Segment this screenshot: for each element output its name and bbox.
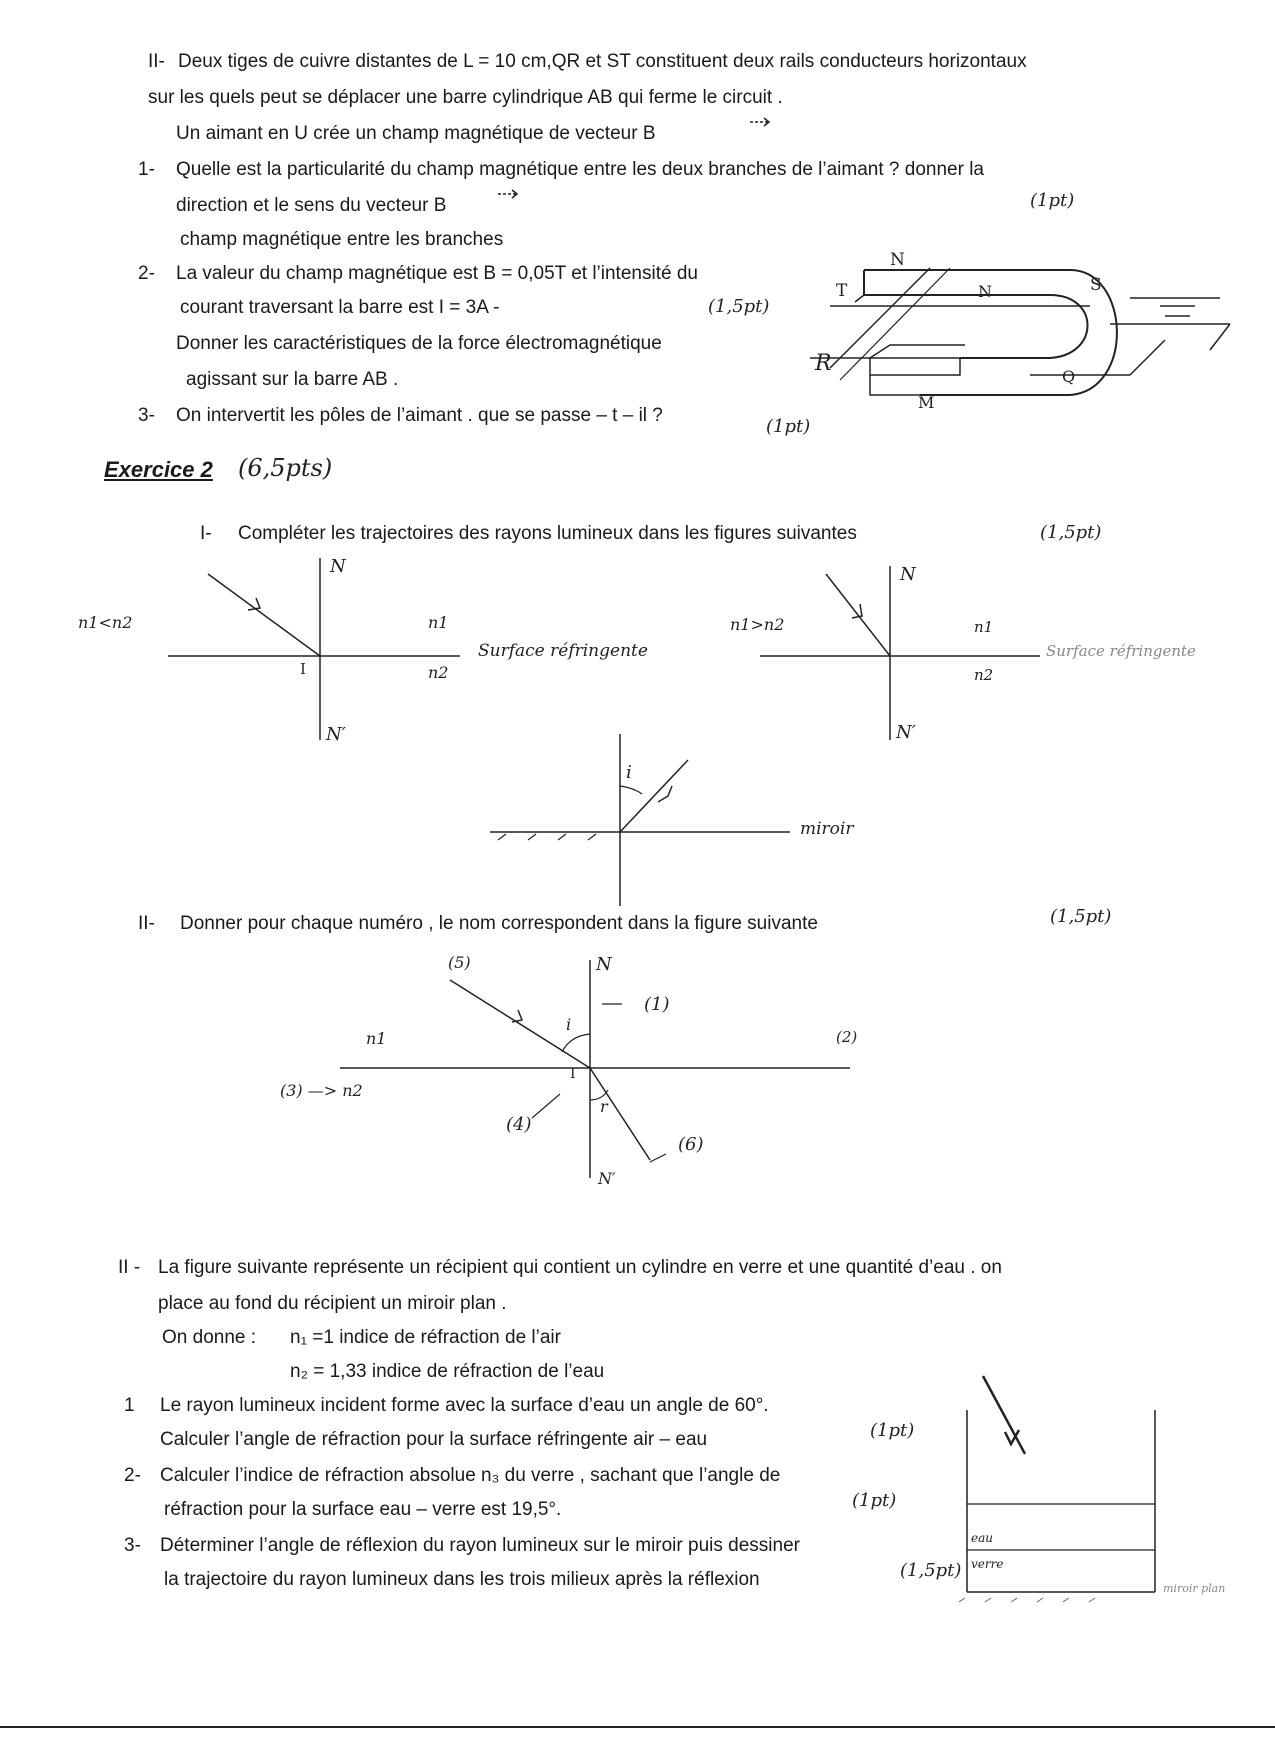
fig1-condition: n1<n2	[78, 613, 133, 632]
part-ii-line1: Deux tiges de cuivre distantes de L = 10 cm,QR et ST constituent deux rails conducteurs horizontaux	[178, 51, 1027, 72]
fig1-n2: n2	[428, 663, 449, 682]
fig1-normal-n: N	[330, 556, 346, 577]
q1-number: 1-	[138, 159, 155, 180]
magnet-label-q: Q	[1062, 367, 1076, 386]
part-ii-b-text: Donner pour chaque numéro , le nom correspondent dans la figure suivante	[180, 913, 818, 934]
fig1-point-i: I	[300, 660, 306, 678]
container-water-label: eau	[971, 1531, 993, 1545]
part-iii-number: II -	[118, 1257, 141, 1278]
q2-line4: agissant sur la barre AB .	[186, 369, 399, 390]
q1-points: (1pt)	[1030, 190, 1075, 211]
q2-number: 2-	[138, 263, 155, 284]
mirror-angle-i: i	[626, 762, 632, 783]
refraction-figure-1	[60, 550, 660, 750]
magnet-label-s: S	[1090, 275, 1102, 295]
iii-q3-line1: Déterminer l’angle de réflexion du rayon lumineux sur le miroir puis dessiner	[160, 1535, 800, 1556]
magnet-label-m: M	[918, 393, 935, 412]
fig4-point-i: I	[570, 1066, 576, 1082]
q1-line1: Quelle est la particularité du champ magnétique entre les deux branches de l’aimant ? donner la	[176, 159, 984, 180]
q3-line1: On intervertit les pôles de l’aimant . que se passe – t – il ?	[176, 405, 663, 426]
exercise-points: (6,5pts)	[238, 454, 333, 482]
exercise-title: Exercice 2	[104, 457, 213, 482]
part-iii-line2: place au fond du récipient un miroir plan .	[158, 1293, 507, 1314]
fig4-label-6: (6)	[678, 1134, 704, 1155]
part-ii-b-number: II-	[138, 913, 155, 934]
fig2-n2: n2	[974, 666, 994, 684]
page-bottom-rule	[0, 1726, 1275, 1728]
iii-q2-line1: Calculer l’indice de réfraction absolue n₃ du verre , sachant que l’angle de	[160, 1465, 781, 1486]
container-glass-label: verre	[971, 1557, 1004, 1571]
iii-q1-line1: Le rayon lumineux incident forme avec la surface d’eau un angle de 60°.	[160, 1395, 769, 1416]
iii-q1-line2: Calculer l’angle de réfraction pour la surface réfringente air – eau	[160, 1429, 708, 1450]
mirror-label: miroir	[800, 819, 854, 839]
part-iii-line3: On donne :	[162, 1327, 257, 1348]
iii-q1-number: 1	[124, 1395, 135, 1416]
fig4-normal-np: N′	[598, 1169, 616, 1188]
part-i-points: (1,5pt)	[1040, 522, 1102, 543]
refraction-figure-2	[700, 560, 1260, 750]
part-ii-line2: sur les quels peut se déplacer une barre cylindrique AB qui ferme le circuit .	[148, 87, 783, 108]
q3-points: (1pt)	[766, 416, 811, 437]
vector-arrow-b	[748, 114, 772, 128]
magnet-label-n-top: N	[890, 250, 905, 270]
part-i-text: Compléter les trajectoires des rayons lumineux dans les figures suivantes	[238, 523, 857, 544]
fig4-angle-i: i	[566, 1015, 572, 1034]
fig4-angle-r: r	[600, 1097, 608, 1116]
iii-q3-line2: la trajectoire du rayon lumineux dans les trois milieux après la réflexion	[164, 1569, 760, 1590]
q1-line2: direction et le sens du vecteur B	[176, 195, 447, 216]
magnet-label-t: T	[836, 281, 848, 301]
fig4-n1: n1	[366, 1029, 387, 1048]
q1-line3: champ magnétique entre les branches	[180, 229, 504, 250]
fig2-condition: n1>n2	[730, 615, 785, 634]
q2-line3: Donner les caractéristiques de la force électromagnétique	[176, 333, 662, 354]
fig2-normal-np: N′	[896, 722, 916, 743]
fig4-label-5: (5)	[448, 953, 471, 972]
fig1-surface: Surface réfringente	[478, 641, 648, 661]
fig1-normal-np: N′	[326, 724, 346, 745]
part-ii-line3: Un aimant en U crée un champ magnétique de vecteur B	[176, 123, 656, 144]
numbered-refraction-figure	[270, 940, 880, 1190]
q2-line2: courant traversant la barre est I = 3A -	[180, 297, 500, 318]
iii-q1-points: (1pt)	[870, 1420, 915, 1441]
part-ii-b-points: (1,5pt)	[1050, 906, 1112, 927]
part-i-number: I-	[200, 523, 212, 544]
magnet-rails-figure	[800, 240, 1220, 420]
q2-line1: La valeur du champ magnétique est B = 0,05T et l’intensité du	[176, 263, 698, 284]
container-mirror-label: miroir plan	[1163, 1582, 1226, 1595]
mirror-figure	[470, 730, 890, 910]
fig4-label-4: (4)	[506, 1114, 532, 1135]
iii-q3-number: 3-	[124, 1535, 141, 1556]
q3-number: 3-	[138, 405, 155, 426]
fig4-n2: (3) —> n2	[280, 1081, 363, 1100]
part-iii-n1: n₁ =1 indice de réfraction de l’air	[290, 1327, 561, 1348]
magnet-label-n-inner: N	[978, 282, 992, 301]
iii-q3-points: (1,5pt)	[900, 1560, 962, 1581]
iii-q2-number: 2-	[124, 1465, 141, 1486]
fig2-normal-n: N	[900, 564, 916, 585]
part-ii-number: II-	[148, 51, 165, 72]
fig4-label-2: (2)	[836, 1028, 858, 1046]
magnet-label-r: R	[815, 351, 832, 376]
vector-arrow-b-2	[496, 186, 522, 200]
q2-points: (1,5pt)	[708, 296, 770, 317]
fig2-n1: n1	[974, 618, 994, 636]
fig4-normal-n: N	[596, 954, 612, 975]
fig2-surface: Surface réfringente	[1046, 642, 1196, 660]
fig1-n1: n1	[428, 613, 449, 632]
part-iii-n2: n₂ = 1,33 indice de réfraction de l’eau	[290, 1361, 605, 1382]
part-iii-line1: La figure suivante représente un récipient qui contient un cylindre en verre et une quantité d’eau . on	[158, 1257, 1002, 1278]
iii-q2-points: (1pt)	[852, 1490, 897, 1511]
iii-q2-line2: réfraction pour la surface eau – verre est 19,5°.	[164, 1499, 562, 1520]
fig4-label-1: (1)	[644, 994, 670, 1015]
container-figure	[955, 1370, 1226, 1610]
